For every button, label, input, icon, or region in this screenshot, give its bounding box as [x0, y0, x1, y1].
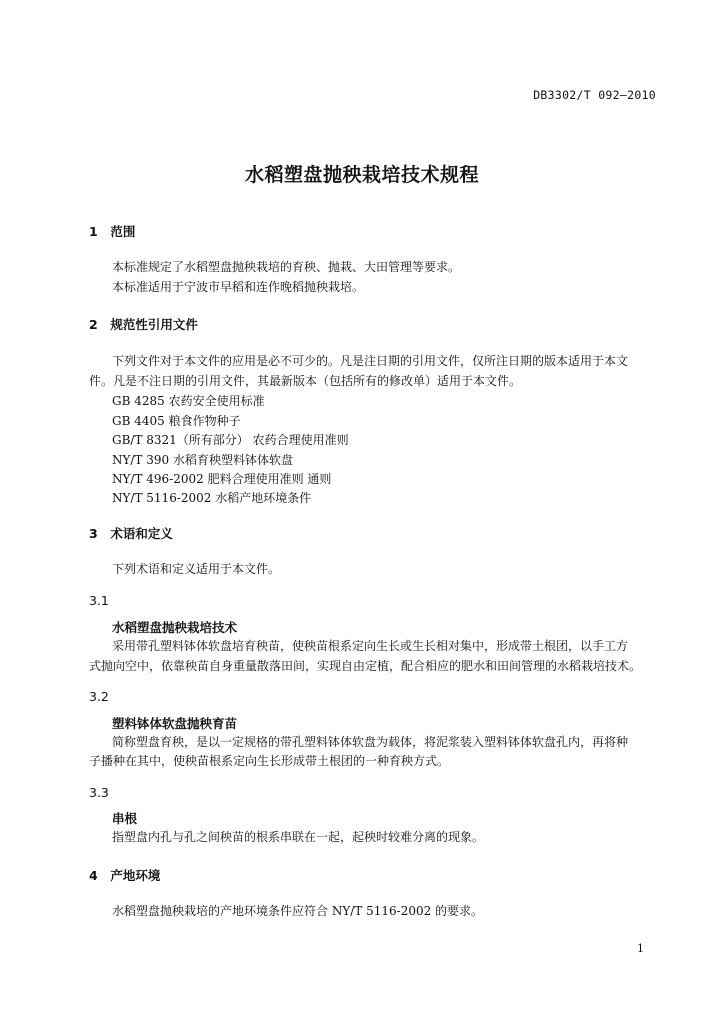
section-heading-scope	[89, 222, 135, 240]
term-definition: 采用带孔塑料钵体软盘培育秧苗，使秧苗根系定向生长或生长相对集中，形成带土根团，以手工方	[112, 639, 629, 653]
term-number: 3.3	[89, 785, 109, 800]
standard-code: DB3302/T 092—2010	[533, 88, 656, 102]
section-heading-normative-references	[89, 315, 198, 333]
paragraph: 水稻塑盘抛秧栽培的产地环境条件应符合 NY/T 5116-2002 的要求。	[112, 904, 484, 918]
term-definition: 简称塑盘育秧，是以一定规格的带孔塑料钵体软盘为载体，将泥浆装入塑料钵体软盘孔内，再将种	[112, 735, 629, 749]
reference-item: GB/T 8321（所有部分） 农药合理使用准则	[112, 433, 349, 447]
paragraph: 本标准规定了水稻塑盘抛秧栽培的育秧、抛栽、大田管理等要求。	[112, 260, 461, 274]
section-title: 产地环境	[110, 868, 161, 883]
section-heading-environment	[89, 866, 160, 884]
paragraph-continuation: 件。凡是不注日期的引用文件，其最新版本（包括所有的修改单）适用于本文件。	[89, 374, 522, 388]
reference-item: NY/T 390 水稻育秧塑料钵体软盘	[112, 453, 294, 467]
term-title: 塑料钵体软盘抛秧育苗	[112, 716, 238, 731]
paragraph: 下列术语和定义适用于本文件。	[112, 562, 281, 576]
paragraph: 本标准适用于宁波市早稻和连作晚稻抛秧栽培。	[112, 280, 365, 294]
term-definition: 指塑盘内孔与孔之间秧苗的根系串联在一起，起秧时较难分离的现象。	[112, 830, 485, 844]
term-title: 水稻塑盘抛秧栽培技术	[112, 620, 238, 635]
reference-item: NY/T 496-2002 肥料合理使用准则 通则	[112, 472, 332, 486]
section-number: 1	[89, 224, 98, 239]
paragraph: 下列文件对于本文件的应用是必不可少的。凡是注日期的引用文件，仅所注日期的版本适用于本文	[112, 354, 629, 368]
section-title: 规范性引用文件	[110, 317, 198, 332]
section-title: 范围	[110, 224, 136, 239]
reference-item: GB 4285 农药安全使用标准	[112, 394, 265, 408]
section-number: 2	[89, 317, 98, 332]
term-definition-continuation: 子播种在其中，使秧苗根系定向生长形成带土根团的一种育秧方式。	[89, 754, 450, 768]
term-number: 3.2	[89, 689, 109, 704]
term-number: 3.1	[89, 593, 109, 608]
section-title: 术语和定义	[110, 526, 173, 541]
reference-item: NY/T 5116-2002 水稻产地环境条件	[112, 491, 312, 505]
term-title: 串根	[112, 811, 138, 826]
reference-item: GB 4405 粮食作物种子	[112, 414, 241, 428]
term-definition-continuation: 式抛向空中，依靠秧苗自身重量散落田间，实现自由定植，配合相应的肥水和田间管理的水稻栽培技术。	[89, 659, 642, 673]
section-number: 4	[89, 868, 98, 883]
document-title: 水稻塑盘抛秧栽培技术规程	[244, 164, 479, 186]
section-heading-terms	[89, 524, 173, 542]
page-number: 1	[637, 942, 644, 955]
section-number: 3	[89, 526, 98, 541]
